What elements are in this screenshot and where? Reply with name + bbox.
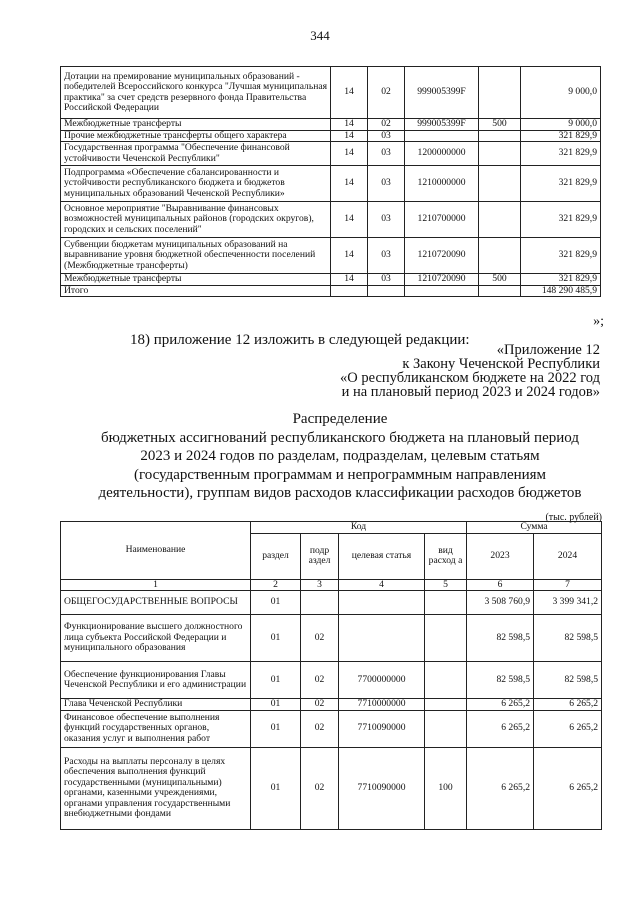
row-name: Обеспечение функционирования Главы Чеченской Республики и его администрации <box>61 662 251 699</box>
column-numbering-row <box>61 579 602 591</box>
row-podrazdel <box>368 285 405 297</box>
row-name: Межбюджетные трансферты <box>61 274 331 286</box>
row-sum: 9 000,0 <box>521 119 601 131</box>
title-line: (государственным программам и непрограммным направлениям <box>133 466 547 483</box>
row-vid <box>479 142 521 166</box>
row-razdel: 01 <box>251 699 301 711</box>
row-razdel: 01 <box>251 615 301 662</box>
row-article: 7710090000 <box>339 747 425 829</box>
row-name: Дотации на премирование муниципальных образований - победителей Всероссийского конкурса "Лучшая муниципальная практика" за счет средств резервного фонда Правительства Российской Федерации <box>61 67 331 119</box>
row-vid <box>425 591 467 615</box>
row-name: Прочие межбюджетные трансферты общего характера <box>61 130 331 142</box>
row-article: 1210700000 <box>405 202 479 238</box>
row-podrazdel: 03 <box>368 166 405 202</box>
header-article: целевая статья <box>339 533 425 579</box>
row-article <box>405 130 479 142</box>
title-line: деятельности), группам видов расходов классификации расходов бюджетов <box>98 485 582 501</box>
row-razdel: 01 <box>251 747 301 829</box>
budget-table <box>60 521 602 830</box>
table-row-total <box>61 285 601 297</box>
row-sum-2024: 6 265,2 <box>534 699 602 711</box>
header-code: Код <box>251 522 467 534</box>
row-name: Государственная программа "Обеспечение финансовой устойчивости Чеченской Республики" <box>61 142 331 166</box>
row-podrazdel: 02 <box>301 747 339 829</box>
row-sum: 321 829,9 <box>521 142 601 166</box>
table-row <box>61 274 601 286</box>
row-podrazdel: 02 <box>301 710 339 747</box>
title-line: бюджетных ассигнований республиканского бюджета на плановый период <box>101 429 579 446</box>
row-vid <box>479 202 521 238</box>
table-row <box>61 166 601 202</box>
row-sum: 321 829,9 <box>521 202 601 238</box>
row-sum-2024: 3 399 341,2 <box>534 591 602 615</box>
row-sum-2024: 82 598,5 <box>534 662 602 699</box>
row-name: Финансовое обеспечение выполнения функций государственных органов, оказания услуг и выполнения работ <box>61 710 251 747</box>
row-name: ОБЩЕГОСУДАРСТВЕННЫЕ ВОПРОСЫ <box>61 591 251 615</box>
header-podrazdel: подр аздел <box>301 533 339 579</box>
column-number: 3 <box>301 579 339 591</box>
table-row <box>61 710 602 747</box>
row-razdel <box>331 285 368 297</box>
row-razdel: 14 <box>331 166 368 202</box>
row-razdel: 14 <box>331 67 368 119</box>
closing-quote-mark: »; <box>593 314 604 329</box>
row-vid <box>425 615 467 662</box>
row-sum: 321 829,9 <box>521 130 601 142</box>
row-sum-2023: 6 265,2 <box>467 710 534 747</box>
row-podrazdel: 02 <box>368 119 405 131</box>
row-vid <box>479 130 521 142</box>
appendix-line: «Приложение 12 <box>496 342 600 358</box>
table-row <box>61 615 602 662</box>
row-sum: 9 000,0 <box>521 67 601 119</box>
row-name: Основное мероприятие "Выравнивание финансовых возможностей муниципальных районов (городских округов), городских и сельских поселений" <box>61 202 331 238</box>
row-article <box>339 615 425 662</box>
table-row <box>61 591 602 615</box>
row-vid: 100 <box>425 747 467 829</box>
row-vid <box>425 710 467 747</box>
row-sum: 321 829,9 <box>521 274 601 286</box>
row-article: 999005399F <box>405 119 479 131</box>
header-year-2023: 2023 <box>467 533 534 579</box>
table-continuation <box>60 66 601 297</box>
column-number: 5 <box>425 579 467 591</box>
row-podrazdel: 02 <box>368 67 405 119</box>
row-podrazdel: 02 <box>301 662 339 699</box>
row-vid <box>479 166 521 202</box>
header-sum: Сумма <box>467 522 602 534</box>
row-vid: 500 <box>479 119 521 131</box>
row-razdel: 01 <box>251 662 301 699</box>
header-name: Наименование <box>61 522 251 580</box>
table-row <box>61 142 601 166</box>
row-name: Глава Чеченской Республики <box>61 699 251 711</box>
row-article: 1210720090 <box>405 274 479 286</box>
row-podrazdel: 03 <box>368 142 405 166</box>
row-razdel: 01 <box>251 710 301 747</box>
document-title <box>60 410 620 503</box>
header-year-2024: 2024 <box>534 533 602 579</box>
row-name: Межбюджетные трансферты <box>61 119 331 131</box>
row-sum-2024: 82 598,5 <box>534 615 602 662</box>
row-sum: 321 829,9 <box>521 238 601 274</box>
row-sum-2023: 82 598,5 <box>467 662 534 699</box>
title-line: Распределение <box>292 411 388 427</box>
row-podrazdel: 02 <box>301 699 339 711</box>
row-sum-2023: 6 265,2 <box>467 699 534 711</box>
table-row <box>61 130 601 142</box>
appendix-header <box>200 343 600 399</box>
table-row <box>61 699 602 711</box>
column-number: 6 <box>467 579 534 591</box>
row-vid: 500 <box>479 274 521 286</box>
row-article: 7710090000 <box>339 710 425 747</box>
table-row <box>61 747 602 829</box>
row-vid <box>425 699 467 711</box>
row-sum-2023: 3 508 760,9 <box>467 591 534 615</box>
row-vid <box>479 238 521 274</box>
column-number: 2 <box>251 579 301 591</box>
row-razdel: 14 <box>331 202 368 238</box>
row-razdel: 14 <box>331 142 368 166</box>
row-razdel: 14 <box>331 274 368 286</box>
column-number: 7 <box>534 579 602 591</box>
row-article: 1210720090 <box>405 238 479 274</box>
row-podrazdel: 03 <box>368 130 405 142</box>
row-vid <box>479 285 521 297</box>
row-sum-2024: 6 265,2 <box>534 747 602 829</box>
row-name: Расходы на выплаты персоналу в целях обеспечения выполнения функций государственными (муниципальными) органами, казенными учреждениями, органами управления государственными внебюджетными фондами <box>61 747 251 829</box>
header-row <box>61 522 602 534</box>
row-article <box>339 591 425 615</box>
row-name: Итого <box>61 285 331 297</box>
row-name: Субвенции бюджетам муниципальных образований на выравнивание уровня бюджетной обеспеченности поселений (Межбюджетные трансферты) <box>61 238 331 274</box>
row-razdel: 14 <box>331 119 368 131</box>
row-sum: 321 829,9 <box>521 166 601 202</box>
row-article: 7700000000 <box>339 662 425 699</box>
row-article <box>405 285 479 297</box>
table-row <box>61 662 602 699</box>
row-sum-2023: 6 265,2 <box>467 747 534 829</box>
appendix-line: к Закону Чеченской Республики <box>402 356 600 372</box>
row-article: 999005399F <box>405 67 479 119</box>
row-razdel: 01 <box>251 591 301 615</box>
row-vid <box>425 662 467 699</box>
row-name: Подпрограмма «Обеспечение сбалансированности и устойчивости республиканского бюджета и бюджетов муниципальных образований Чеченской Республики» <box>61 166 331 202</box>
row-razdel: 14 <box>331 130 368 142</box>
table-row <box>61 67 601 119</box>
table-row <box>61 119 601 131</box>
row-razdel: 14 <box>331 238 368 274</box>
row-article: 1210000000 <box>405 166 479 202</box>
row-podrazdel: 03 <box>368 274 405 286</box>
unit-note: (тыс. рублей) <box>545 512 602 523</box>
row-name: Функционирование высшего должностного лица субъекта Российской Федерации и муниципального образования <box>61 615 251 662</box>
row-podrazdel <box>301 591 339 615</box>
row-podrazdel: 02 <box>301 615 339 662</box>
row-podrazdel: 03 <box>368 238 405 274</box>
table-row <box>61 202 601 238</box>
table-row <box>61 238 601 274</box>
row-article: 1200000000 <box>405 142 479 166</box>
column-number: 1 <box>61 579 251 591</box>
row-sum-2024: 6 265,2 <box>534 710 602 747</box>
row-vid <box>479 67 521 119</box>
header-razdel: раздел <box>251 533 301 579</box>
row-sum-2023: 82 598,5 <box>467 615 534 662</box>
amendment-instruction: 18) приложение 12 изложить в следующей редакции: <box>130 332 470 348</box>
page-number: 344 <box>310 28 330 43</box>
appendix-line: «О республиканском бюджете на 2022 год <box>340 370 600 386</box>
column-number: 4 <box>339 579 425 591</box>
row-sum: 148 290 485,9 <box>521 285 601 297</box>
header-vid: вид расход а <box>425 533 467 579</box>
title-line: 2023 и 2024 годов по разделам, подразделам, целевым статьям <box>140 448 540 464</box>
appendix-line: и на плановый период 2023 и 2024 годов» <box>341 384 600 400</box>
row-podrazdel: 03 <box>368 202 405 238</box>
row-article: 7710000000 <box>339 699 425 711</box>
